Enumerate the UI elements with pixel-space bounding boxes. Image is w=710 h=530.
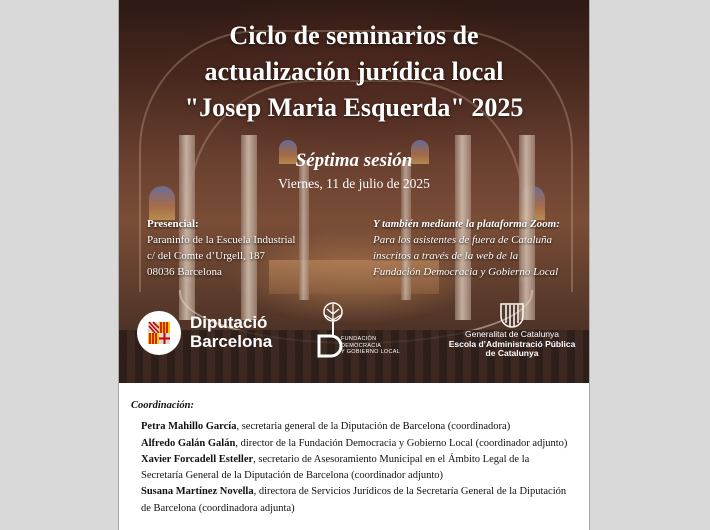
venue-line: c/ del Comte d’Urgell, 187	[147, 250, 266, 262]
fundacion-democracia-logo	[311, 300, 406, 364]
logo-line: Y GOBIERNO LOCAL	[341, 349, 401, 355]
poster-title	[119, 18, 589, 126]
coordinator-role: , directora de Servicios Jurídicos de la Secretaría General de la Diputación	[253, 486, 567, 498]
fundacion-logo-text	[341, 336, 400, 356]
coordinator-role: , secretaria general de la Diputación de Barcelona (coordinadora)	[236, 421, 511, 433]
coordinator-name: Xavier Forcadell Esteller	[141, 453, 254, 465]
coordinator-entry	[131, 419, 581, 435]
title-line: actualización jurídica local	[204, 57, 504, 86]
logo-line: DEMOCRACIA	[341, 342, 382, 349]
logo-line: Diputació	[190, 313, 268, 332]
title-line: "Josep Maria Esquerda" 2025	[184, 93, 524, 122]
in-person-venue	[147, 216, 295, 280]
zoom-line: Para los asistentes de fuera de Cataluña	[373, 234, 553, 246]
coordinator-entry	[131, 436, 581, 452]
logo-line: FUNDACIÓN	[341, 336, 377, 342]
logo-line: de Catalunya	[485, 348, 539, 358]
zoom-heading: Y también mediante la plataforma Zoom:	[373, 218, 560, 230]
coordinator-name: Petra Mahillo García	[141, 421, 237, 433]
coordination-heading: Coordinación:	[131, 400, 195, 411]
coordinator-name: Alfredo Galán Galán	[141, 437, 236, 449]
logo-line: Barcelona	[190, 332, 273, 351]
zoom-line: Fundación Democracia y Gobierno Local	[373, 266, 559, 278]
coordinator-role-continued: de Barcelona (coordinadora adjunta)	[141, 502, 295, 514]
coordinator-name: Susana Martínez Novella	[141, 486, 254, 498]
zoom-line: inscritos a través de la web de la	[373, 250, 519, 262]
title-line: Ciclo de seminarios de	[229, 21, 479, 50]
venue-line: 08036 Barcelona	[147, 266, 222, 278]
coordinator-role: , director de la Fundación Democracia y Gobierno Local (coordinador adjunto)	[235, 437, 568, 449]
event-poster	[119, 0, 589, 383]
online-attendance	[373, 216, 560, 280]
coordinator-role-continued: Secretaría General de la Diputación de Barcelona (coordinador adjunto)	[141, 470, 444, 482]
venue-line: Paraninfo de la Escuela Industrial	[147, 234, 296, 246]
document-page	[118, 0, 590, 530]
coordination-section	[131, 398, 581, 517]
coordinator-role: , secretario de Asesoramiento Municipal en el Ámbito Legal de la	[253, 453, 530, 465]
logo-line: Generalitat de Catalunya	[464, 329, 560, 339]
coordinator-entry	[131, 452, 581, 485]
diputacio-logo-text	[190, 313, 272, 351]
session-label: Séptima sesión	[295, 150, 413, 171]
generalitat-eapc-logo	[437, 300, 587, 364]
logo-line: Escola d’Administració Pública	[448, 338, 576, 349]
generalitat-logo-text	[437, 330, 587, 359]
in-person-heading: Presencial:	[147, 218, 199, 230]
session-date: Viernes, 11 de julio de 2025	[278, 176, 430, 191]
coat-of-arms-icon	[137, 311, 181, 355]
generalitat-emblem-icon	[498, 300, 526, 328]
coordinator-entry	[131, 484, 581, 517]
